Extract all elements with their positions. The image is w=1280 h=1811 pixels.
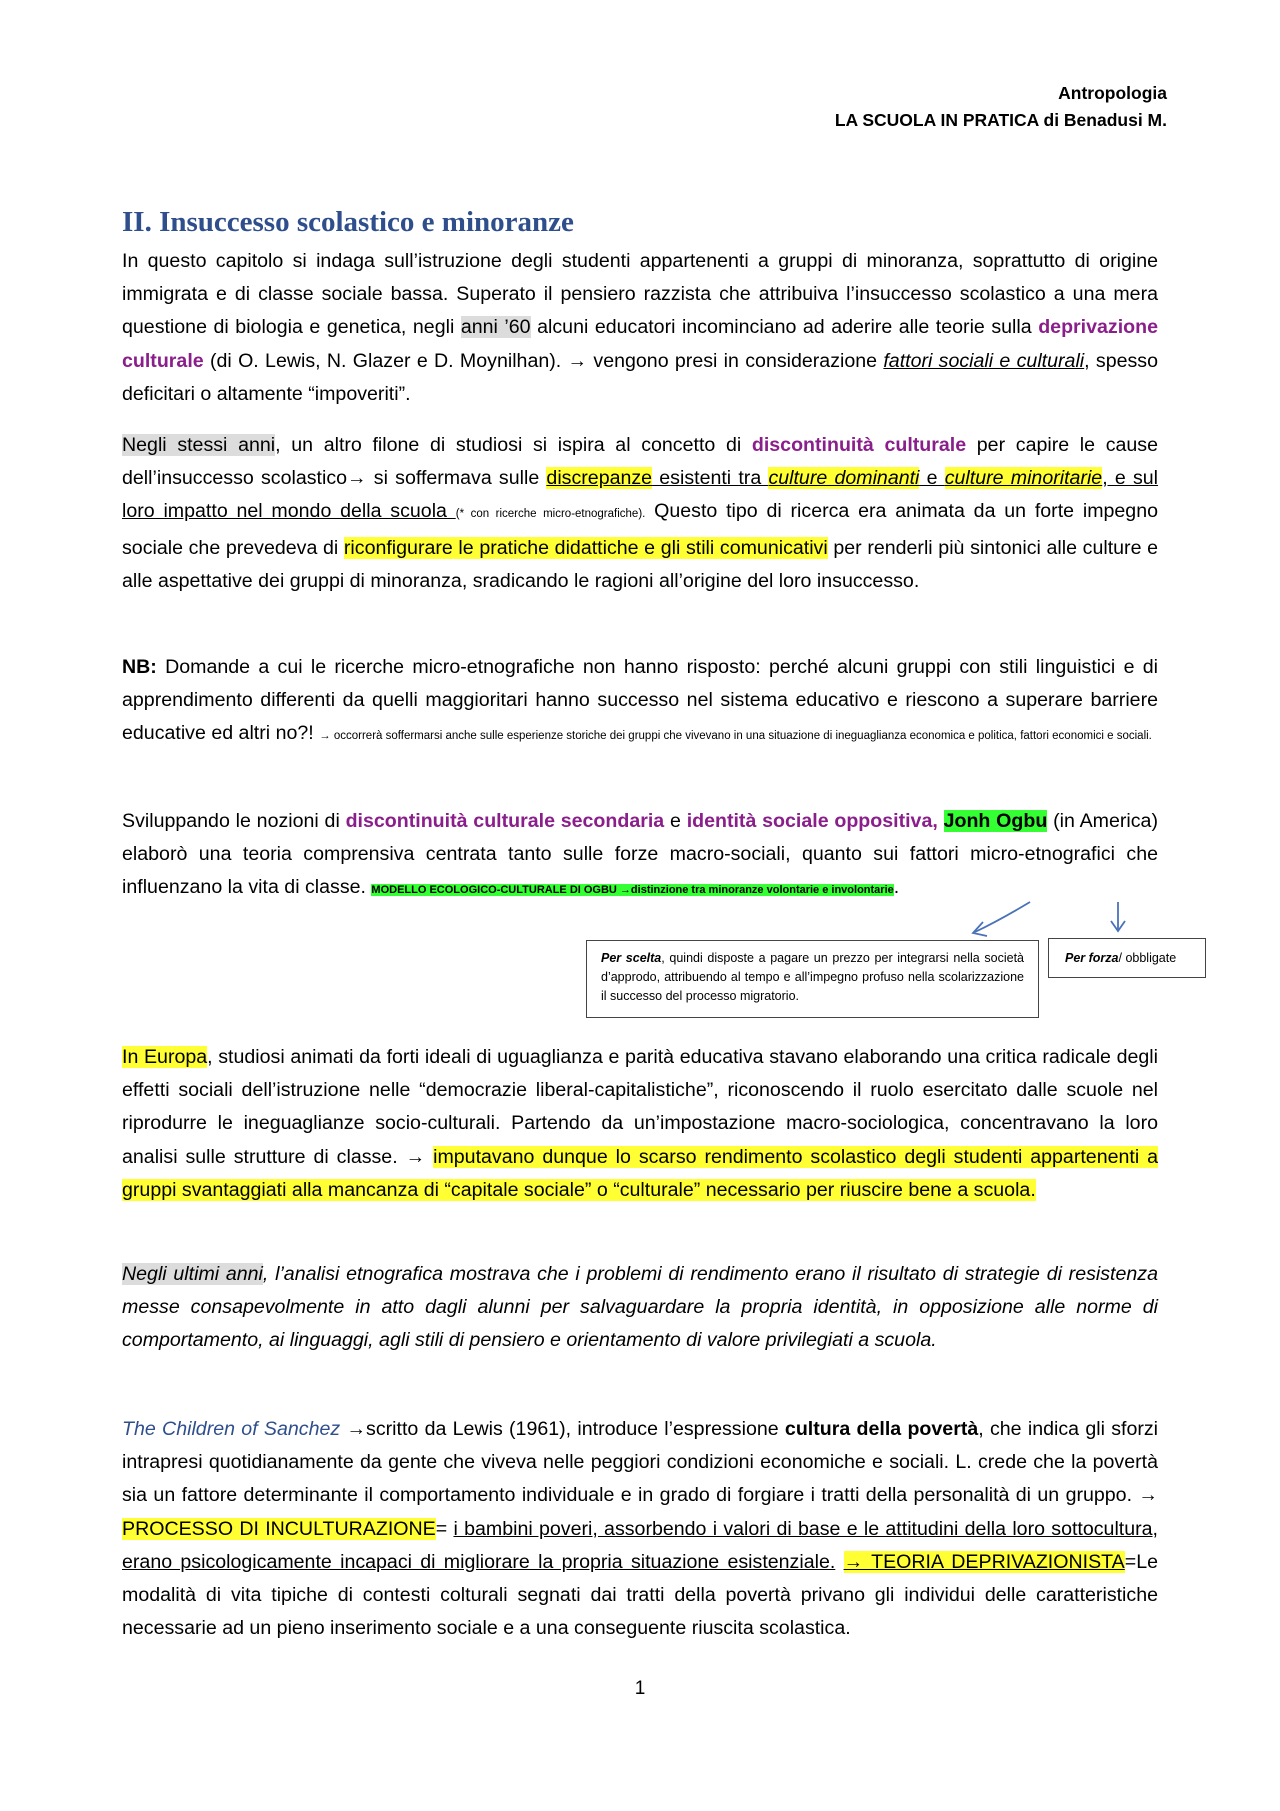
term-cultura-poverta: cultura della povertà: [784, 1418, 979, 1440]
callout-text: , quindi disposte a pagare un prezzo per integrarsi nella società d’approdo, attribuendo al tempo e all’impegno profuso nella scolarizzazione il successo del processo migratorio.: [601, 951, 1024, 1003]
text: per renderli più sintonici alle culture e alle aspettative dei gruppi di minoranza, sradicando le ragioni all’origine del loro insuccesso.: [122, 536, 1158, 592]
text: In questo capitolo si indaga sull’istruzione degli studenti appartenenti a gruppi di minoranza, soprattutto di origine immigrata e di classe sociale bassa. Superato il pensiero razzista che attribuiva l’insuccesso scolastico a una mera questione di biologia e genetica, negli: [122, 250, 1158, 339]
highlight-anni-60: anni ’60: [460, 316, 531, 339]
text: =Le modalità di vita tipiche di contesti colturali segnati dai tratti della povertà privano gli individui delle caratteristiche necessarie ad un pieno inserimento sociale e a una conseguente riuscita scolastica.: [122, 1550, 1158, 1640]
text: per capire le cause dell’insuccesso scolastico→ si soffermava sulle: [122, 434, 1159, 490]
text: , un altro filone di studiosi si ispira al concetto di: [275, 434, 752, 456]
text: e: [919, 467, 945, 490]
text: (in America) elaborò una teoria comprensiva centrata tanto sulle forze macro-sociali, quanto sui fattori micro-etnografici che influenzano la vita di classe.: [122, 810, 1158, 899]
highlight-riconfigurare: riconfigurare le pratiche didattiche e gli stili comunicativi: [343, 536, 828, 559]
chapter-title: II. Insuccesso scolastico e minoranze: [122, 206, 574, 238]
callout-label: Per forza: [1065, 951, 1119, 965]
paragraph-ultimi-anni: [122, 1258, 1158, 1358]
text: (di O. Lewis, N. Glazer e D. Moynilhan). → vengono presi in considerazione: [203, 349, 884, 372]
nb-label: NB:: [122, 656, 157, 678]
highlight-teoria-deprivazionista: → TEORIA DEPRIVAZIONISTA: [843, 1550, 1125, 1573]
highlight-inculturazione: PROCESSO DI INCULTURAZIONE: [122, 1517, 436, 1540]
highlight-ogbu: Jonh Ogbu: [943, 810, 1048, 832]
term-deprivazione-culturale: deprivazione culturale: [122, 316, 1158, 372]
highlight-capitale-sociale: imputavano dunque lo scarso rendimento scolastico degli studenti appartenenti a gruppi svantaggiati alla mancanza di “capitale sociale” o “culturale” necessario per riuscire bene a scuola.: [122, 1145, 1159, 1201]
note-esperienze-storiche: → occorrerà soffermarsi anche sulle esperienze storiche dei gruppi che vivevano in una situazione di ineguaglianza economica e politica, fattori economici e sociali.: [319, 730, 1152, 743]
paragraph-lewis: [122, 1413, 1158, 1645]
text: .: [893, 876, 900, 899]
callout-text: / obbligate: [1118, 951, 1177, 965]
underline-bambini-poveri: i bambini poveri, assorbendo i valori di base e le attitudini della loro sottocultura, erano psicologicamente incapaci di migliorare la propria situazione esistenziale.: [122, 1517, 1158, 1573]
page-header: [835, 80, 1167, 134]
text: , studiosi animati da forti ideali di uguaglianza e parità educativa stavano elaborando una critica radicale degli effetti sociali dell’istruzione nelle “democrazie liberal-capitalistiche”, riconoscendo il ruolo esercitato dalle scuole nel riprodurre le ineguaglianze socio-culturali. Partendo da un’impostazione macro-sociologica, concentravano la loro analisi sulle strutture di classe. →: [122, 1046, 1158, 1168]
header-subject: Antropologia: [1058, 83, 1167, 103]
highlight-culture-minoritarie: culture minoritarie: [944, 467, 1103, 490]
text: e: [664, 810, 687, 832]
highlight-negli-stessi-anni: Negli stessi anni: [122, 434, 276, 456]
text: Questo tipo di ricerca era animata da un forte impegno sociale che prevedeva di: [122, 500, 1158, 559]
term-discontinuita-secondaria: discontinuità culturale secondaria: [345, 810, 665, 832]
header-book: LA SCUOLA IN PRATICA di Benadusi M.: [834, 110, 1167, 130]
text: [835, 1551, 843, 1573]
text: =: [435, 1517, 454, 1540]
paragraph-intro: [122, 245, 1158, 411]
paragraph-europa: [122, 1041, 1158, 1207]
text: esistenti tra: [652, 467, 769, 490]
highlight-culture-dominanti: culture dominanti: [768, 467, 920, 490]
highlight-in-europa: In Europa: [122, 1046, 208, 1068]
highlight-discrepanze: discrepanze: [546, 467, 653, 490]
text: , che indica gli sforzi intrapresi quotidianamente da gente che viveva nelle peggiori condizioni economiche e sociali. L. crede che la povertà sia un fattore determinante il comportamento individuale e in grado di forgiare i tratti della personalità di un gruppo. →: [122, 1418, 1159, 1507]
term-fattori-sociali: fattori sociali e culturali: [883, 349, 1085, 372]
term-discontinuita-culturale: discontinuità culturale: [751, 434, 967, 456]
paragraph-ogbu: [122, 805, 1158, 908]
paragraph-discontinuita: [122, 429, 1158, 598]
highlight-negli-ultimi-anni: Negli ultimi anni: [122, 1263, 263, 1285]
arrow-involontarie-head: [1111, 921, 1125, 931]
arrow-volontarie-head: [973, 922, 987, 936]
callout-per-scelta: [586, 940, 1039, 1018]
text: Domande a cui le ricerche micro-etnografiche non hanno risposto: perché alcuni gruppi con stili linguistici e di apprendimento differenti da quelli maggioritari hanno successo nel sistema educativo e riescono a superare barriere educative ed altri no?!: [122, 656, 1158, 745]
callout-per-forza: [1048, 938, 1206, 978]
highlight-modello-ecologico: MODELLO ECOLOGICO-CULTURALE DI OGBU →distinzione tra minoranze volontarie e involontarie: [371, 884, 894, 897]
note-micro-etnografiche: (* con ricerche micro-etnografiche).: [455, 508, 646, 521]
callout-label: Per scelta: [601, 951, 662, 965]
term-identita-oppositiva: identità sociale oppositiva,: [686, 810, 938, 832]
book-title: The Children of Sanchez: [122, 1418, 341, 1440]
paragraph-nb: [122, 651, 1158, 754]
text: alcuni educatori incominciano ad aderire alle teorie sulla: [530, 316, 1039, 339]
text: , spesso deficitari o altamente “impoveriti”.: [122, 349, 1158, 405]
text: →scritto da Lewis (1961), introduce l’espressione: [340, 1418, 785, 1440]
page-number: 1: [634, 1678, 646, 1699]
text: , l’analisi etnografica mostrava che i problemi di rendimento erano il risultato di strategie di resistenza messe consapevolmente in atto dagli alunni per salvaguardare la propria identità, in opposizione alle norme di comportamento, ai linguaggi, agli stili di pensiero e orientamento di valore privilegiati a scuola.: [122, 1263, 1158, 1352]
text: Sviluppando le nozioni di: [122, 810, 346, 832]
text: , e sul loro impatto nel mondo della scuola: [122, 467, 1159, 523]
